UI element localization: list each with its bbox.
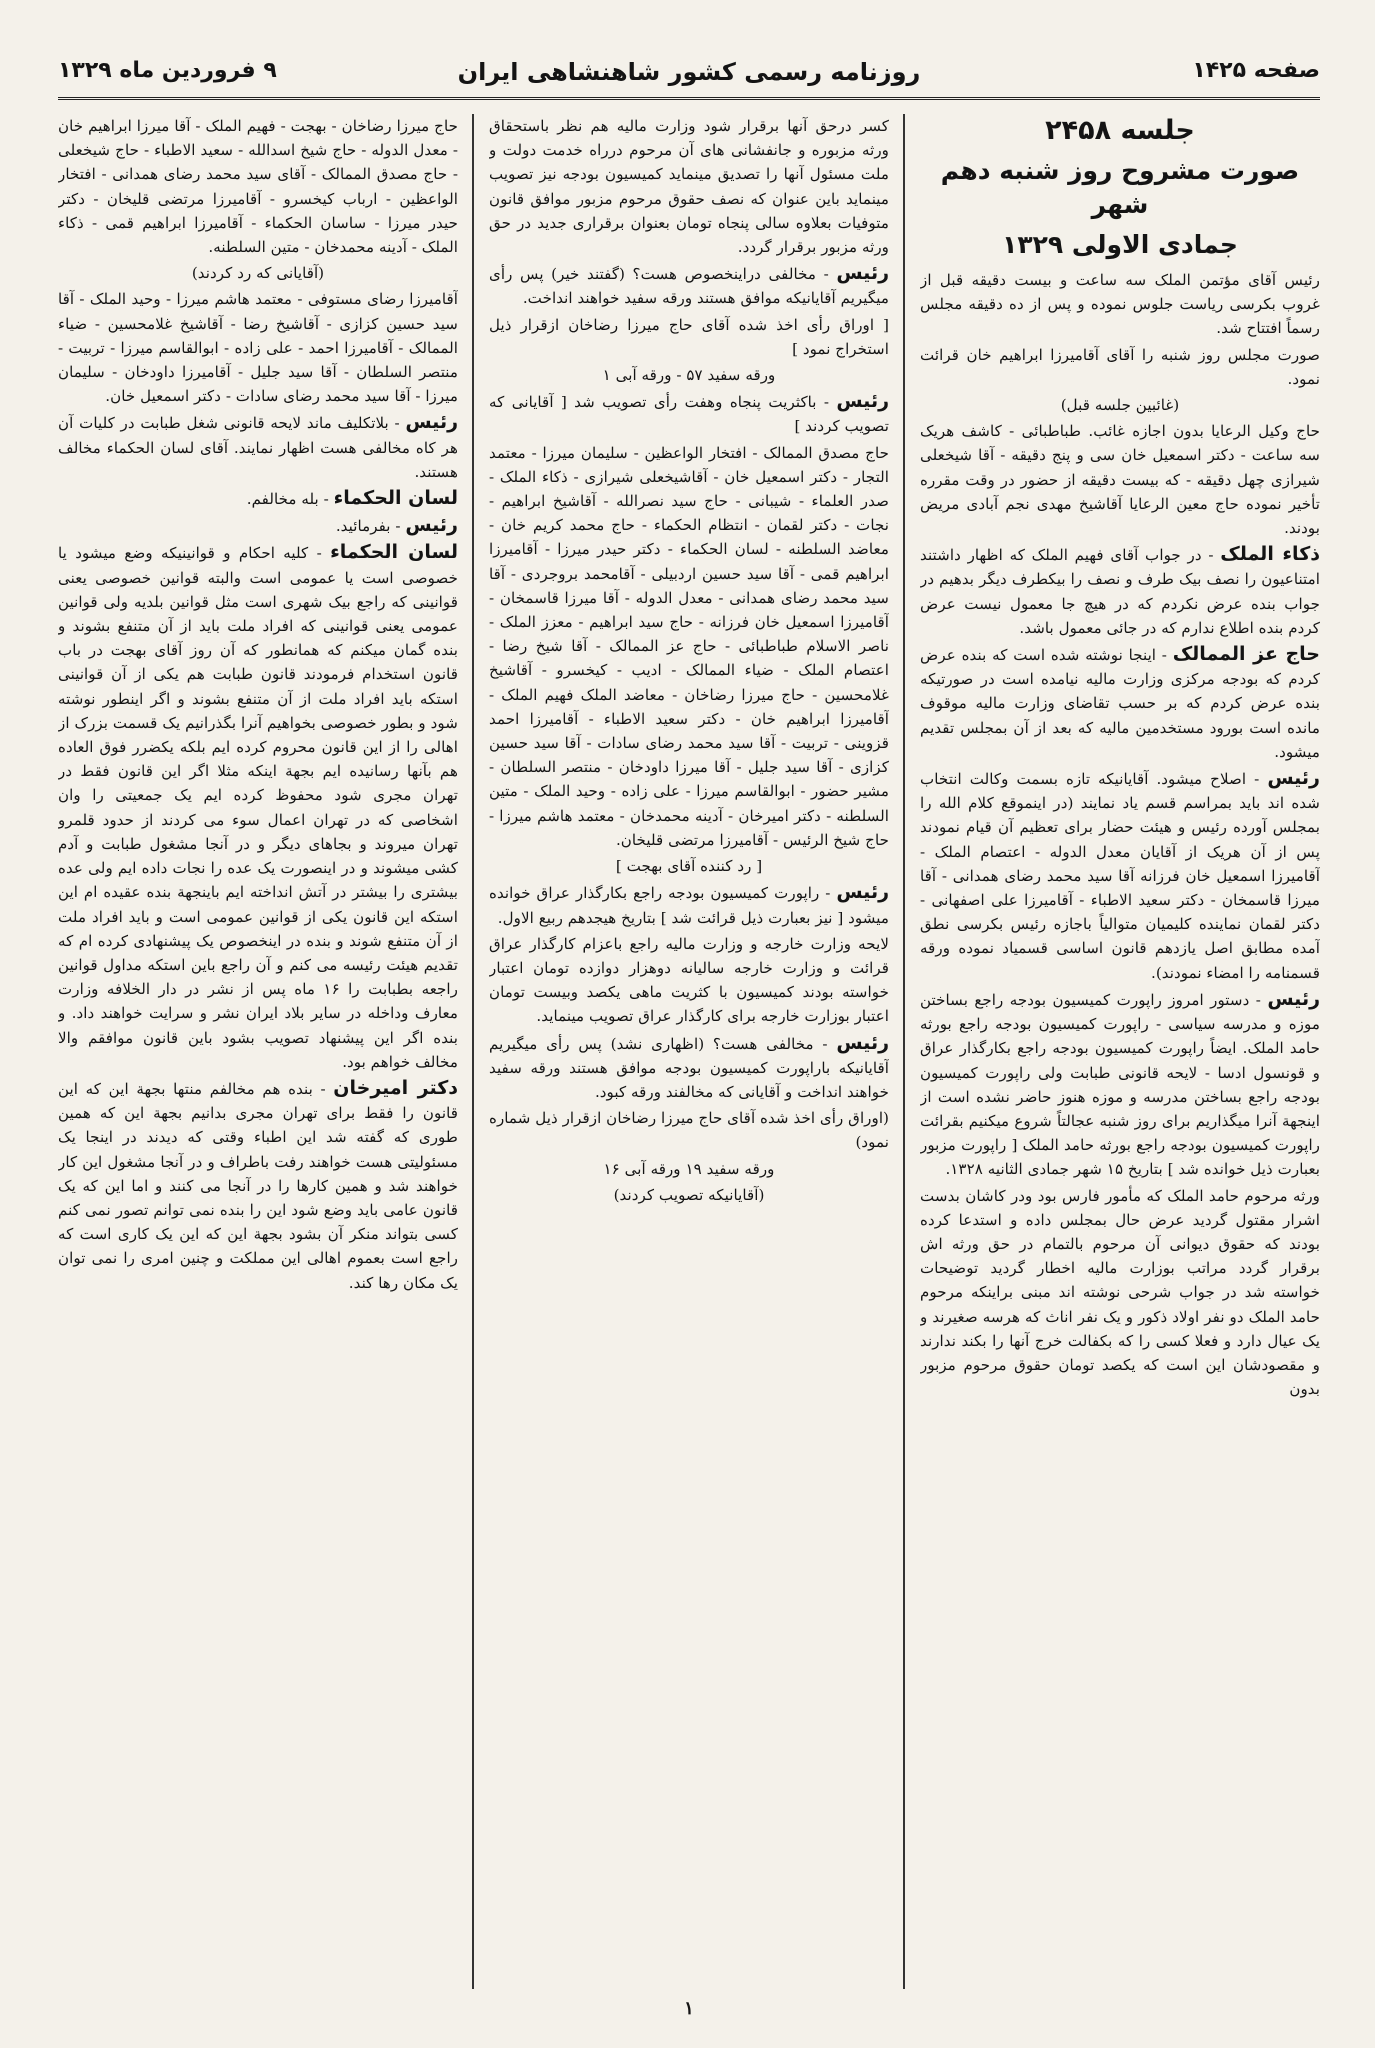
speaker-paragraph (489, 389, 889, 438)
speech-text: - بفرمائید. (335, 517, 401, 536)
paragraph: کسر درحق آنها برقرار شود وزارت مالیه هم نظر باستحقاق ورثه مزبوره و جانفشانی های آن مرحوم درراه خدمت دولت و ملت مسئول آنها را تصدیق مینماید کمیسیون بودجه نیز تصویب مینماید باین عنوان که نصف حقوق مرحوم مزبور موافق قانون متوفیات بعلاوه سالی پنجاه تومان بعنوان برقراری جدید در حق ورثه مزبور برقرار گردد. (489, 117, 889, 257)
speaker-paragraph (920, 642, 1320, 764)
paragraph: لایحه وزارت خارجه و وزارت مالیه راجع باعزام کارگذار عراق قرائت و وزارت خارجه سالیانه دوهزار دوازده تومان اعتبار خواسته بودند کمیسیون با کثریت ماهی یکصد وبیست تومان اعتبار بوزارت خارجه برای کارگذار عراق تصویب مینماید. (489, 934, 889, 1026)
speaker-name: رئیس (836, 390, 889, 413)
speaker-name: رئیس (405, 514, 458, 537)
speaker-paragraph (920, 542, 1320, 640)
speaker-name: ذکاء الملک (1220, 543, 1320, 566)
session-heading: جمادی الاولی ۱۳۲۹ (1002, 230, 1238, 259)
speech-text: - اینجا نوشته شده است که بنده عرض کردم که بودجه مرکزی وزارت مالیه نیامده است در صورتیکه بنده عرض کردم که بر حسب تقاضای وزارت مالیه موقوف مانده است بورود مستخدمین مالیه که بعد از آن بمجلس تقدیم میشود. (920, 646, 1320, 761)
session-heading: صورت مشروح روز شنبه دهم شهر (940, 156, 1300, 219)
page-number-label: صفحه ۱۴۲۵ (1192, 58, 1320, 83)
speaker-name: لسان الحکماء (330, 541, 458, 564)
paragraph: رئیس آقای مؤتمن الملک سه ساعت و بیست دقیقه قبل از غروب بکرسی ریاست جلوس نموده و پس از ده دقیقه مجلس رسماً افتتاح شد. (920, 271, 1320, 338)
centered-note: (آقایانی که رد کردند) (191, 264, 325, 283)
paragraph: حاج میرزا رضاخان - بهجت - فهیم الملک - آقا میرزا ابراهیم خان - معدل الدوله - حاج شیخ اسدالله - سعید الاطباء - حاج شیخعلی - حاج مصدق الممالک - آقای سید محمد رضای همدانی - افتخار الواعظین - ارباب کیخسرو - آقامیرزا مرتضی قلیخان - دکتر حیدر میرزا - ساسان الحکماء - آقامیرزا ابراهیم قمی - ذکاء الملک - آدینه محمدخان - متین السلطنه. (58, 117, 458, 257)
speaker-name: رئیس (836, 881, 889, 904)
centered-note: [ رد کننده آقای بهجت ] (615, 857, 763, 876)
speaker-paragraph (58, 410, 458, 484)
speech-text: - مخالفی دراینخصوص هست؟ (گفتند خیر) پس رأی میگیریم آقایانیکه موافق هستند ورقه سفید خواهند انداخت. (489, 265, 889, 308)
speech-text: - بنده هم مخالفم منتها بجهة این که این قانون را فقط برای تهران مجری بدانیم بجهة این که همین طوری که گفته شد این اطباء وقتی که دیدند در اینجا یک مسئولیتی هست خواهند رفت باطراف و در آنجا مشغول این کار خواهند شد و همین کارها را در آنجا می کنند و اما این که یک قانون عامی باید وضع شود این را بنده نمی توانم تصور نمی کنم کسی بتواند منکر آن بشود بجهة این که این یک کاری است که راجع است بعموم اهالی این مملکت و چنین امری را نمی توان یک مکان رها کند. (58, 1079, 458, 1292)
issue-date: ۹ فروردین ماه ۱۳۲۹ (58, 58, 277, 83)
speaker-paragraph (920, 766, 1320, 985)
speech-text: - بلاتکلیف ماند لایحه قانونی شغل طبابت در کلیات آن هر کاه مخالفی هست اظهار نمایند. آقای لسان الحکماء مخالف هستند. (58, 414, 458, 481)
speech-text: - بله مخالفم. (246, 490, 329, 509)
column-middle (489, 114, 889, 1989)
speaker-paragraph (920, 987, 1320, 1182)
column-right (920, 114, 1320, 1989)
paragraph: (اوراق رأی اخذ شده آقای حاج میرزا رضاخان ازقرار ذیل شماره نمود) (489, 1109, 889, 1152)
masthead (58, 44, 1320, 100)
paragraph: [ اوراق رأی اخذ شده آقای حاج میرزا رضاخان ازقرار ذیل استخراج نمود ] (489, 315, 889, 358)
centered-note: ورقه سفید ۱۹ ورقه آبی ۱۶ (603, 1159, 775, 1178)
speech-text: - باکثریت پنجاه وهفت رأی تصویب شد [ آقایانی که تصویب کردند ] (489, 393, 889, 436)
centered-note: (غائبین جلسه قبل) (1060, 396, 1180, 415)
speaker-name: رئیس (1267, 987, 1320, 1010)
speaker-paragraph (489, 261, 889, 310)
centered-note: ورقه سفید ۵۷ - ورقه آبی ۱ (602, 366, 776, 385)
page-footer-number: ۱ (684, 1998, 694, 2019)
column-left (58, 114, 458, 1989)
speech-text: - دستور امروز راپورت کمیسیون بودجه راجع بساختن موزه و مدرسه سیاسی - راپورت کمیسیون بودجه راجع بورثه حامد الملک. ایضاً راپورت کمیسیون بودجه راجع بکارگذار عراق و قونسول ادسا - لایحه قانونی طبابت ولی راپورت کمیسیون بودجه راجع بساختن مدرسه و موزه هنوز حاضر نشده است از اینجهة آنرا میگذاریم برای روز شنبه عجالتاً شروع میکنیم بقرائت راپورت کمیسیون بودجه راجع بورثه حامد الملک [ راپورت مزبور بعبارت ذیل خوانده شد ] بتاریخ ۱۵ شهر جمادی الثانیه ۱۳۲۸. (920, 990, 1320, 1179)
speech-text: - در جواب آقای فهیم الملک که اظهار داشتند امتناعیون را نصف بیک طرف و نصف را بیکطرف دیگر بدهیم در جواب بنده عرض نکردم که در هیچ جا معمول نیست عرض کردم بنده اطلاع ندارم که در جائی معمول باشد. (920, 546, 1320, 637)
paragraph: حاج مصدق الممالک - افتخار الواعظین - سلیمان میرزا - معتمد التجار - دکتر اسمعیل خان - آقاشیخعلی شیرازی - ذکاء الملک - صدر العلماء - شیبانی - حاج سید نصرالله - آقاشیخ ابراهیم - نجات - دکتر لقمان - انتظام الحکماء - حاج محمد کریم خان - معاضد السلطنه - لسان الحکماء - دکتر حیدر میرزا - آقامیرزا ابراهیم قمی - آقا سید حسین اردبیلی - آقامحمد بروجردی - آقا سید محمد رضای همدانی - معدل الدوله - آقا میرزا قاسمخان - آقامیرزا اسمعیل خان فرزانه - حاج سید ابراهیم - معزز الملک - ناصر الاسلام طباطبائی - حاج عز الممالک - آقا شیخ رضا - اعتصام الملک - ضیاء الممالک - ادیب - کیخسرو - آقاشیخ غلامحسین - حاج میرزا رضاخان - معاضد الملک فهیم الملک - آقامیرزا ابراهیم خان - دکتر سعید الاطباء - آقامیرزا احمد قزوینی - تربیت - آقا سید محمد رضای سادات - آقا سید حسین کزازی - آقا سید جلیل - آقا میرزا داودخان - منتصر السلطان - مشیر حضور - ابوالقاسم میرزا - علی زاده - وحید الملک - متین السلطنه - دکتر امیرخان - آدینه محمدخان - معتمد هاشم میرزا - حاج شیخ الرئیس - آقامیرزا مرتضی قلیخان. (489, 443, 889, 849)
speaker-name: رئیس (836, 262, 889, 285)
speech-text: - کلیه احکام و قوانینیکه وضع میشود یا خصوصی است یا عمومی است والبته قوانین خصوصی یعنی قوانینی که راجع بیک شهری است مثل قوانین بلدیه ولی قوانین عمومی یعنی قوانینی که افراد ملت باید از آن متنفع بشوند و بنده گمان میکنم که همانطور که آن روز آقای بهجت در باب قانون استخدام فرمودند قانون طبابت هم یکی از آن قوانینی استکه باید افراد ملت از آن متنفع بشوند و اگر اینطور نوشته شود و بطور خصوصی بخواهیم آنرا بگذرانیم یک قسمت بزرک از اهالی را از این قانون محروم کرده ایم بلکه یکضرر فوق العاده هم بآنها رسانیده ایم بجهة اینکه مثلا اگر این قانون فقط در تهران مجری شود محفوظ کرده ایم یک جمعیتی را وان اشخاصی که در تهران اعمال سوء می کردند از حدود قلمرو تهران میروند و بجاهای دیگر و در آنجا مشغول طبابت و آدم کشی میشوند و در اینصورت یک عده را نجات داده ایم ولی عده بیشتری را بیشتر در آتش انداخته ایم باینجهة بنده عقیده ام این استکه این قانون یکی از قوانین عمومی است و باید افراد ملت از آن متنفع شوند و بنده در اینخصوص یک پیشنهادی کرده ام که تقدیم هیئت رئیسه می کنم و آن راجع باین استکه مداول قوانین راجعه بطبابت را ۱۶ ماه پس از نشر در دار الخلافه وزارت معارف وداخله در سایر بلاد ایران نشر و سرایت خواهند داد. و بنده اگر این پیشنهاد تصویب بشود باین قانون موافقم والا مخالف خواهم بود. (58, 544, 458, 1071)
centered-note: (آقایانیکه تصویب کردند) (613, 1185, 765, 1204)
newspaper-title: روزنامه رسمی کشور شاهنشاهی ایران (457, 58, 921, 86)
speaker-name: لسان الحکماء (333, 487, 458, 510)
speaker-name: رئیس (405, 411, 458, 434)
speaker-paragraph (58, 513, 458, 538)
speech-text: - اصلاح میشود. آقایانیکه تازه بسمت وکالت انتخاب شده اند باید بمراسم قسم یاد نمایند (در اینموقع کلام الله را بمجلس آورده رئیس و هیئت حضار برای تعظیم آن قیام نمودند پس از آن هریک از آقایان معدل الدوله - اعتصام الملک - آقامیرزا اسمعیل خان فرزانه آقا سید محمد رضای همدانی - آقا میرزا قاسمخان - دکتر سعید الاطباء - آقامیرزا علی اصفهانی - دکتر لقمان نماینده کلیمیان متوالیاً باجازه رئیس بکرسی نطق آمده مطابق اصل یازدهم قانون اساسی قسمیاد نموده ورقه قسمنامه را امضاء نمودند). (920, 770, 1320, 982)
column-divider (903, 114, 905, 1989)
column-divider (472, 114, 474, 1989)
speaker-paragraph (58, 486, 458, 511)
article-columns (58, 114, 1320, 1989)
speaker-paragraph (489, 880, 889, 929)
speaker-name: حاج عز الممالک (1172, 643, 1320, 666)
newspaper-page (58, 44, 1320, 2019)
speaker-name: دکتر امیرخان (333, 1076, 458, 1099)
speech-text: - راپورت کمیسیون بودجه راجع بکارگذار عراق خوانده میشود [ نیز بعبارت ذیل قرائت شد ] بتاریخ هیجدهم ربیع الاول. (489, 884, 889, 927)
paragraph: آقامیرزا رضای مستوفی - معتمد هاشم میرزا - وحید الملک - آقا سید حسین کزازی - آقاشیخ رضا - آقاشیخ غلامحسین - ضیاء الممالک - آقامیرزا احمد - علی زاده - ابوالقاسم میرزا - تربیت - منتصر السلطان - آقا سید جلیل - آقامیرزا داودخان - سلیمان میرزا - آقا سید محمد رضای سادات - دکتر اسمعیل خان. (58, 290, 458, 406)
speaker-name: رئیس (1267, 767, 1320, 790)
speaker-paragraph (58, 1076, 458, 1295)
paragraph: صورت مجلس روز شنبه را آقای آقامیرزا ابراهیم خان قرائت نمود. (920, 345, 1320, 388)
paragraph: ورثه مرحوم حامد الملک که مأمور فارس بود ودر کاشان بدست اشرار مقتول گردید عرض حال بمجلس داده و استدعا کرده بودند که حقوق دیوانی آن مرحوم بالتمام در حق ورثه اش برقرار گردد مراتب بوزارت مالیه اخطار گردید توضیحات خواسته شد در جواب شرحی نوشته اند مبنی براینکه مرحوم حامد الملک دو نفر اولاد ذکور و یک نفر اناث که هرسه صغیرند و یک عیال دارد و فعلا کسی را که بکفالت خرج آنها را بکند ندارند و مقصودشان این است که یکصد تومان حقوق مرحوم مزبور بدون (920, 1186, 1320, 1399)
speaker-name: رئیس (836, 1031, 889, 1054)
speaker-paragraph (58, 540, 458, 1073)
speech-text: - مخالفی هست؟ (اظهاری نشد) پس رأی میگیریم آقایانیکه باراپورت کمیسیون بودجه موافق هستند ورقه سفید خواهند انداخت و آقایانی که مخالفند ورقه کبود. (489, 1034, 889, 1101)
speaker-paragraph (489, 1031, 889, 1105)
paragraph: حاج وکیل الرعایا بدون اجازه غائب. طباطبائی - کاشف هریک سه ساعت - دکتر اسمعیل خان سی و پنج دقیقه - آقا شیخعلی شیرازی چهل دقیقه - که بیست دقیقه از حضور در وقت مقرره تأخیر نموده حاج معین الرعایا آقاشیخ مهدی نجم آبادی مریض بودند. (920, 422, 1320, 538)
session-heading: جلسه ۲۴۵۸ (1045, 115, 1195, 146)
